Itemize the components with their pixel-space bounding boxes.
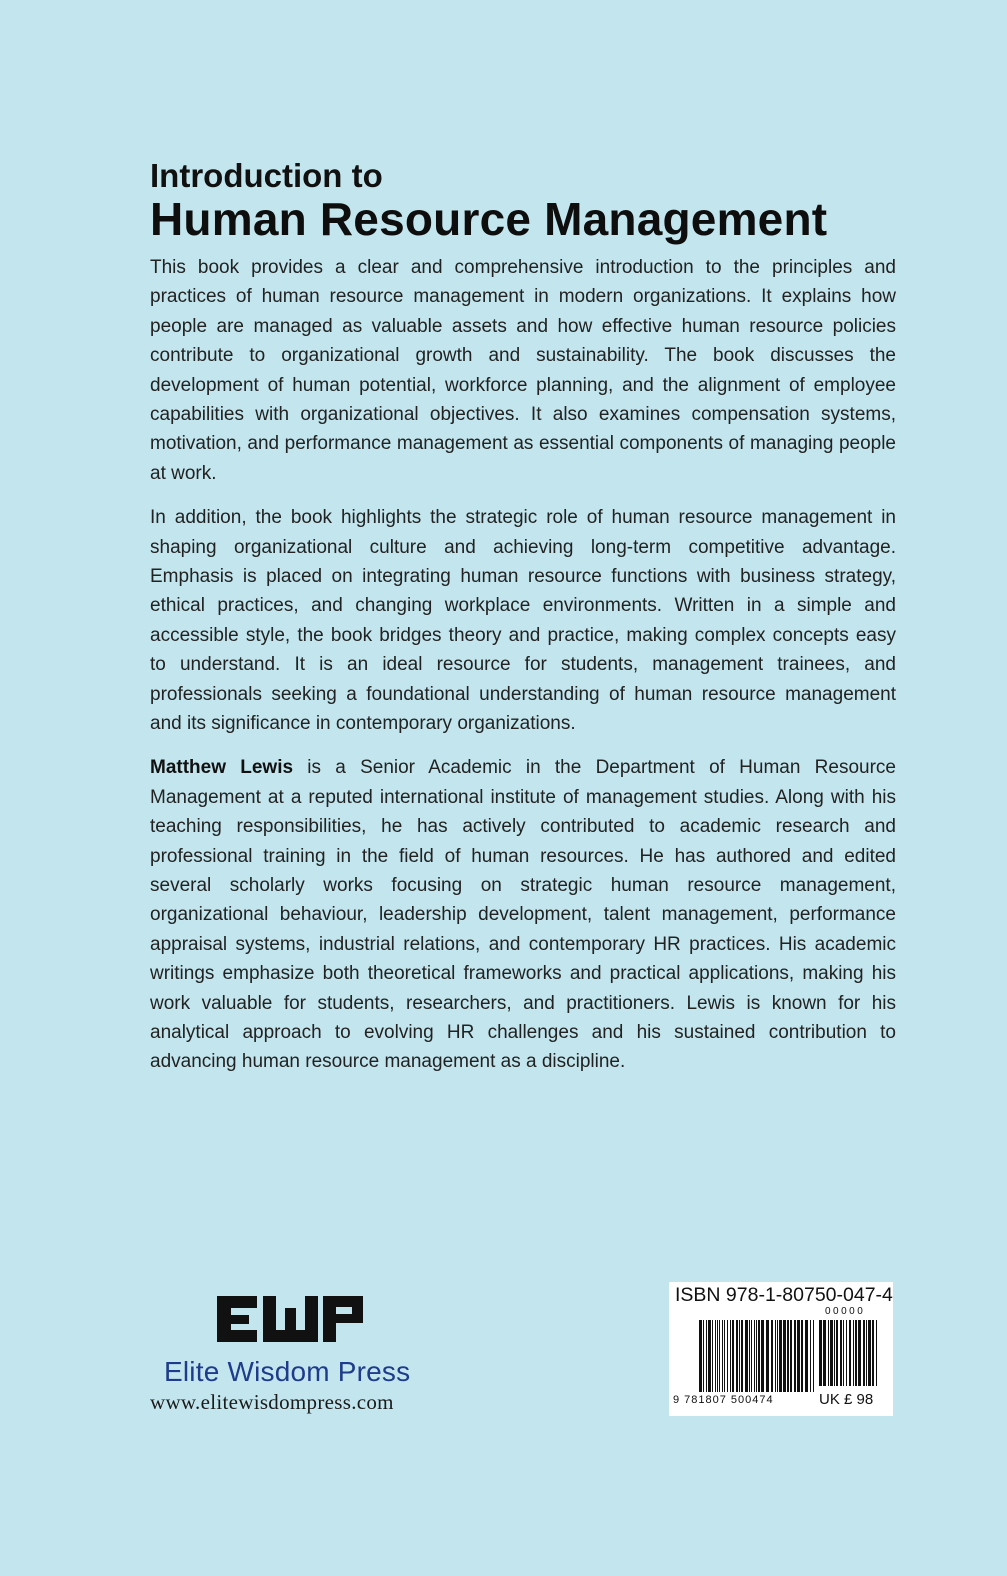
- price: UK £ 98: [819, 1391, 874, 1408]
- ean-digits: 9 781807 500474: [673, 1394, 774, 1406]
- publisher-name: Elite Wisdom Press: [164, 1356, 411, 1387]
- author-bio-text: is a Senior Academic in the Department of Human Resource Management at a reputed international institute of management studies. Along with his teaching responsibilities, he has actively contributed to academic research and professional training in the field of human resources. He has authored and edited several scholarly works focusing on strategic human resource management, organizational behaviour, leadership development, talent management, performance appraisal systems, industrial relations, and contemporary HR practices. His academic writings emphasize both theoretical frameworks and practical applications, making his work valuable for students, researchers, and practitioners. Lewis is known for his analytical approach to evolving HR challenges and his sustained contribution to advancing human resource management as a discipline.: [150, 757, 896, 1073]
- book-subtitle: Introduction to: [150, 157, 383, 194]
- author-name: Matthew Lewis: [150, 757, 294, 779]
- isbn-number: ISBN 978-1-80750-047-4: [675, 1284, 893, 1306]
- addon-barcode-bars-icon: [819, 1320, 879, 1386]
- barcode-bars-icon: [699, 1320, 817, 1392]
- author-bio: [150, 753, 896, 1076]
- publisher-block: [150, 1294, 440, 1415]
- description-paragraph-1: This book provides a clear and comprehensive introduction to the principles and practices of human resource management in modern organizations. It explains how people are managed as valuable assets and how effective human resource policies contribute to organizational growth and sustainability. The book discusses the development of human potential, workforce planning, and the alignment of employee capabilities with organizational objectives. It also examines compensation systems, motivation, and performance management as essential components of managing people at work.: [150, 256, 896, 484]
- addon-digits: 00000: [825, 1306, 866, 1317]
- publisher-url: www.elitewisdompress.com: [150, 1390, 394, 1414]
- description-paragraph-2: In addition, the book highlights the strategic role of human resource management in shaping organizational culture and achieving long-term competitive advantage. Emphasis is placed on integrating human resource functions with business strategy, ethical practices, and changing workplace environments. Written in a simple and accessible style, the book bridges theory and practice, making complex concepts easy to understand. It is an ideal resource for students, management trainees, and professionals seeking a foundational understanding of human resource management and its significance in contemporary organizations.: [150, 507, 896, 734]
- book-title: Human Resource Management: [150, 193, 828, 246]
- isbn-barcode: [669, 1282, 893, 1416]
- publisher-logo-icon: [215, 1294, 365, 1344]
- back-cover-text: [150, 158, 896, 1092]
